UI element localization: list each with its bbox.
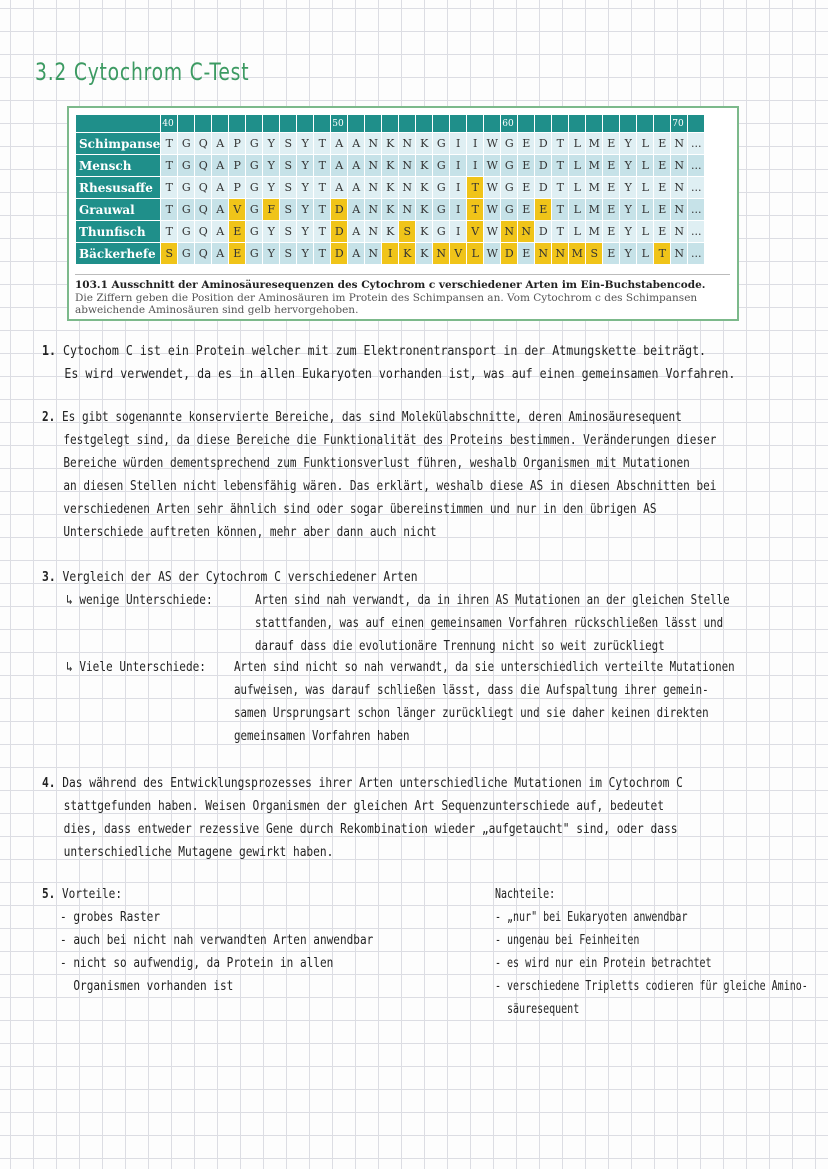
amino-acid-cell: E: [603, 177, 619, 198]
answer-line: Es wird verwendet, da es in allen Eukaryoten vorhanden ist, was auf einen gemeinsamen Vorfahren.: [64, 366, 736, 382]
amino-acid-cell: T: [161, 221, 177, 242]
amino-acid-cell: K: [416, 177, 432, 198]
amino-acid-cell: Y: [297, 177, 313, 198]
answer-number: 2.: [42, 409, 56, 425]
position-header-row: [76, 115, 704, 132]
amino-acid-cell: ...: [688, 221, 704, 242]
amino-acid-cell-highlighted: T: [654, 243, 670, 264]
answer-1: [42, 340, 735, 386]
species-name: Bäckerhefe: [76, 243, 160, 264]
position-cell: [484, 115, 500, 132]
amino-acid-cell-highlighted: D: [331, 221, 347, 242]
amino-acid-cell-highlighted: V: [450, 243, 466, 264]
amino-acid-cell: I: [467, 133, 483, 154]
amino-acid-cell: T: [161, 133, 177, 154]
amino-acid-cell: N: [399, 155, 415, 176]
amino-acid-cell: E: [654, 177, 670, 198]
amino-acid-cell: S: [280, 133, 296, 154]
many-differences-label: ↳ Viele Unterschiede:: [66, 659, 206, 675]
amino-acid-cell: W: [484, 221, 500, 242]
species-name: Rhesusaffe: [76, 177, 160, 198]
amino-acid-cell: K: [416, 133, 432, 154]
pros-item: Organismen vorhanden ist: [60, 978, 234, 994]
amino-acid-cell: G: [433, 221, 449, 242]
amino-acid-cell: A: [331, 133, 347, 154]
amino-acid-cell-highlighted: N: [535, 243, 551, 264]
answer-number: 5.: [42, 886, 56, 902]
amino-acid-cell: T: [314, 177, 330, 198]
amino-acid-cell: G: [178, 221, 194, 242]
amino-acid-cell: D: [535, 133, 551, 154]
amino-acid-cell: S: [280, 221, 296, 242]
position-cell: [433, 115, 449, 132]
position-cell: [246, 115, 262, 132]
amino-acid-cell: K: [416, 199, 432, 220]
amino-acid-cell: L: [637, 155, 653, 176]
amino-acid-cell: L: [637, 221, 653, 242]
position-cell: [688, 115, 704, 132]
amino-acid-cell: I: [450, 199, 466, 220]
amino-acid-cell-highlighted: M: [569, 243, 585, 264]
amino-acid-cell: G: [501, 177, 517, 198]
amino-acid-cell: G: [246, 177, 262, 198]
caption-text: Die Ziffern geben die Position der Aminosäuren im Protein des Schimpansen an. Vom Cytochrom c des Schimpansen abweichende Aminosäuren sind gelb hervorgehoben.: [75, 291, 698, 316]
amino-acid-cell: T: [552, 177, 568, 198]
amino-acid-cell: S: [280, 199, 296, 220]
position-cell: [263, 115, 279, 132]
amino-acid-cell: G: [178, 199, 194, 220]
answer-line: gemeinsamen Vorfahren haben: [234, 728, 410, 744]
amino-acid-cell: K: [416, 243, 432, 264]
answer-line: unterschiedliche Mutagene gewirkt haben.: [63, 844, 334, 860]
amino-acid-cell-highlighted: E: [229, 243, 245, 264]
pros-item: - nicht so aufwendig, da Protein in allen: [60, 955, 334, 971]
amino-acid-cell-highlighted: F: [263, 199, 279, 220]
amino-acid-cell: Y: [263, 133, 279, 154]
answer-5-cons: [495, 883, 808, 1021]
amino-acid-cell: T: [314, 221, 330, 242]
amino-acid-cell: W: [484, 199, 500, 220]
amino-acid-cell: N: [365, 155, 381, 176]
amino-acid-cell: Y: [263, 243, 279, 264]
amino-acid-cell: W: [484, 133, 500, 154]
amino-acid-cell: T: [161, 155, 177, 176]
amino-acid-cell: N: [365, 221, 381, 242]
amino-acid-cell: T: [552, 155, 568, 176]
amino-acid-cell: Y: [263, 155, 279, 176]
amino-acid-cell: W: [484, 155, 500, 176]
position-cell: [450, 115, 466, 132]
amino-acid-cell: A: [348, 133, 364, 154]
cons-item: - ungenau bei Feinheiten: [495, 932, 640, 948]
amino-acid-cell: K: [382, 199, 398, 220]
amino-acid-cell: L: [569, 177, 585, 198]
sequence-table: [75, 114, 705, 265]
amino-acid-cell: M: [586, 155, 602, 176]
amino-acid-cell: A: [212, 199, 228, 220]
amino-acid-cell: L: [637, 243, 653, 264]
amino-acid-cell-highlighted: V: [229, 199, 245, 220]
species-name: Mensch: [76, 155, 160, 176]
amino-acid-cell: I: [467, 155, 483, 176]
answer-3: [42, 566, 418, 589]
sequence-figure: [67, 106, 739, 321]
amino-acid-cell: Y: [263, 177, 279, 198]
amino-acid-cell: Q: [195, 155, 211, 176]
amino-acid-cell: T: [552, 133, 568, 154]
answer-line: Cytochom C ist ein Protein welcher mit zum Elektronentransport in der Atmungskette beiträgt.: [62, 343, 707, 359]
amino-acid-cell: N: [365, 243, 381, 264]
amino-acid-cell: I: [450, 155, 466, 176]
amino-acid-cell: T: [161, 177, 177, 198]
amino-acid-cell: K: [416, 155, 432, 176]
position-cell: [535, 115, 551, 132]
amino-acid-cell: W: [484, 177, 500, 198]
sequence-row: [76, 243, 704, 264]
position-cell: [399, 115, 415, 132]
answer-line: darauf dass die evolutionäre Trennung nicht so weit zurückliegt: [255, 638, 665, 654]
amino-acid-cell: N: [365, 177, 381, 198]
amino-acid-cell: Y: [297, 221, 313, 242]
sequence-row: [76, 199, 704, 220]
amino-acid-cell: Y: [620, 199, 636, 220]
amino-acid-cell: E: [603, 243, 619, 264]
amino-acid-cell: L: [637, 199, 653, 220]
amino-acid-cell: E: [603, 199, 619, 220]
answer-line: Arten sind nicht so nah verwandt, da sie unterschiedlich verteilte Mutationen: [234, 659, 735, 675]
amino-acid-cell-highlighted: V: [467, 221, 483, 242]
position-cell: [212, 115, 228, 132]
answer-heading: Vergleich der AS der Cytochrom C verschiedener Arten: [62, 569, 418, 585]
amino-acid-cell: Q: [195, 221, 211, 242]
amino-acid-cell: A: [348, 199, 364, 220]
answer-line: dies, dass entweder rezessive Gene durch Rekombination wieder „aufgetaucht" sind, oder dass: [63, 821, 678, 837]
amino-acid-cell: A: [348, 155, 364, 176]
position-cell: [178, 115, 194, 132]
answer-line: Unterschiede auftreten können, mehr aber dann auch nicht: [63, 524, 437, 540]
answer-2: [42, 406, 716, 544]
amino-acid-cell: N: [399, 177, 415, 198]
amino-acid-cell: G: [246, 243, 262, 264]
amino-acid-cell: T: [314, 133, 330, 154]
amino-acid-cell: L: [569, 133, 585, 154]
cons-item: säuresequent: [495, 1001, 580, 1017]
amino-acid-cell-highlighted: N: [433, 243, 449, 264]
amino-acid-cell-highlighted: S: [161, 243, 177, 264]
answer-line: Arten sind nah verwandt, da in ihren AS Mutationen an der gleichen Stelle: [255, 592, 730, 608]
amino-acid-cell: T: [552, 221, 568, 242]
position-cell: [382, 115, 398, 132]
amino-acid-cell: E: [654, 133, 670, 154]
amino-acid-cell: E: [518, 243, 534, 264]
position-cell: [365, 115, 381, 132]
amino-acid-cell: T: [552, 199, 568, 220]
answer-5-pros: [42, 883, 373, 998]
position-cell: [348, 115, 364, 132]
sequence-row: [76, 155, 704, 176]
amino-acid-cell: W: [484, 243, 500, 264]
answer-line: aufweisen, was darauf schließen lässt, dass die Aufspaltung ihrer gemein-: [234, 682, 709, 698]
amino-acid-cell: T: [314, 155, 330, 176]
amino-acid-cell: G: [246, 155, 262, 176]
amino-acid-cell: A: [212, 133, 228, 154]
amino-acid-cell: P: [229, 155, 245, 176]
amino-acid-cell: ...: [688, 155, 704, 176]
amino-acid-cell: G: [178, 177, 194, 198]
amino-acid-cell: E: [518, 155, 534, 176]
answer-4: [42, 772, 683, 864]
amino-acid-cell: Y: [620, 243, 636, 264]
amino-acid-cell: Y: [297, 243, 313, 264]
amino-acid-cell: K: [416, 221, 432, 242]
answer-line: verschiedenen Arten sehr ähnlich sind oder sogar übereinstimmen und nur in den übrigen AS: [63, 501, 657, 517]
amino-acid-cell: A: [348, 221, 364, 242]
amino-acid-cell: T: [314, 243, 330, 264]
amino-acid-cell: G: [178, 133, 194, 154]
position-cell: 50: [331, 115, 347, 132]
amino-acid-cell: G: [433, 155, 449, 176]
amino-acid-cell: G: [433, 199, 449, 220]
position-cell: [314, 115, 330, 132]
amino-acid-cell: N: [671, 155, 687, 176]
amino-acid-cell: L: [637, 133, 653, 154]
answer-line: stattfanden, was auf einen gemeinsamen Vorfahren rückschließen lässt und: [255, 615, 724, 631]
answer-line: Bereiche würden dementsprechend zum Funktionsverlust führen, weshalb Organismen mit Mutationen: [63, 455, 690, 471]
amino-acid-cell-highlighted: N: [518, 221, 534, 242]
answer-line: Es gibt sogenannte konservierte Bereiche, das sind Molekülabschnitte, deren Aminosäuresequent: [62, 409, 682, 425]
amino-acid-cell: K: [382, 221, 398, 242]
amino-acid-cell: N: [399, 133, 415, 154]
amino-acid-cell: Y: [620, 155, 636, 176]
answer-number: 4.: [42, 775, 56, 791]
amino-acid-cell: S: [280, 177, 296, 198]
amino-acid-cell-highlighted: N: [501, 221, 517, 242]
position-cell: [654, 115, 670, 132]
amino-acid-cell-highlighted: L: [467, 243, 483, 264]
position-cell: 70: [671, 115, 687, 132]
amino-acid-cell: L: [569, 221, 585, 242]
amino-acid-cell: G: [501, 155, 517, 176]
position-cell: [195, 115, 211, 132]
amino-acid-cell-highlighted: S: [586, 243, 602, 264]
amino-acid-cell: N: [671, 177, 687, 198]
amino-acid-cell: E: [654, 199, 670, 220]
caption-title: 103.1 Ausschnitt der Aminosäuresequenzen des Cytochrom c verschiedener Arten im Ein-Buchstabencode.: [75, 279, 706, 291]
amino-acid-cell: S: [280, 243, 296, 264]
amino-acid-cell: K: [382, 177, 398, 198]
amino-acid-cell-highlighted: D: [331, 199, 347, 220]
amino-acid-cell: E: [654, 155, 670, 176]
amino-acid-cell: D: [535, 177, 551, 198]
amino-acid-cell: N: [399, 199, 415, 220]
amino-acid-cell: T: [161, 199, 177, 220]
position-cell: 60: [501, 115, 517, 132]
amino-acid-cell: A: [212, 177, 228, 198]
amino-acid-cell: E: [518, 133, 534, 154]
cons-item: - verschiedene Tripletts codieren für gleiche Amino-: [495, 978, 808, 994]
amino-acid-cell: E: [518, 177, 534, 198]
amino-acid-cell: M: [586, 133, 602, 154]
amino-acid-cell: M: [586, 177, 602, 198]
amino-acid-cell: G: [433, 133, 449, 154]
amino-acid-cell: Y: [297, 133, 313, 154]
amino-acid-cell: ...: [688, 133, 704, 154]
amino-acid-cell: G: [178, 243, 194, 264]
position-cell: [229, 115, 245, 132]
few-differences-text: [255, 589, 730, 658]
answer-line: festgelegt sind, da diese Bereiche die Funktionalität des Proteins bestimmen. Veränderungen dieser: [63, 432, 717, 448]
position-cell: [518, 115, 534, 132]
amino-acid-cell: D: [535, 155, 551, 176]
amino-acid-cell: A: [348, 177, 364, 198]
amino-acid-cell: Y: [297, 199, 313, 220]
answer-line: stattgefunden haben. Weisen Organismen der gleichen Art Sequenzunterschiede auf, bedeutet: [63, 798, 664, 814]
amino-acid-cell: A: [212, 221, 228, 242]
cons-item: - „nur" bei Eukaryoten anwendbar: [495, 909, 688, 925]
amino-acid-cell: E: [603, 155, 619, 176]
amino-acid-cell: L: [569, 199, 585, 220]
species-name: Schimpanse: [76, 133, 160, 154]
answer-number: 3.: [42, 569, 56, 585]
amino-acid-cell: G: [433, 177, 449, 198]
amino-acid-cell: M: [586, 199, 602, 220]
amino-acid-cell: N: [365, 199, 381, 220]
cons-item: - es wird nur ein Protein betrachtet: [495, 955, 712, 971]
amino-acid-cell: E: [654, 221, 670, 242]
species-name: Grauwal: [76, 199, 160, 220]
answer-line: samen Ursprungsart schon länger zurückliegt und sie daher keinen direkten: [234, 705, 709, 721]
figure-caption: [75, 274, 730, 317]
amino-acid-cell: E: [603, 133, 619, 154]
pros-item: - auch bei nicht nah verwandten Arten anwendbar: [60, 932, 374, 948]
amino-acid-cell: Y: [620, 177, 636, 198]
amino-acid-cell: N: [365, 133, 381, 154]
amino-acid-cell: A: [331, 155, 347, 176]
amino-acid-cell-highlighted: E: [229, 221, 245, 242]
amino-acid-cell-highlighted: N: [552, 243, 568, 264]
position-cell: [569, 115, 585, 132]
amino-acid-cell: T: [314, 199, 330, 220]
amino-acid-cell: Q: [195, 243, 211, 264]
amino-acid-cell: ...: [688, 243, 704, 264]
sequence-row: [76, 133, 704, 154]
amino-acid-cell: Y: [620, 221, 636, 242]
amino-acid-cell: L: [569, 155, 585, 176]
position-cell: [467, 115, 483, 132]
amino-acid-cell: A: [348, 243, 364, 264]
amino-acid-cell: Y: [263, 221, 279, 242]
amino-acid-cell-highlighted: D: [501, 243, 517, 264]
amino-acid-cell: A: [212, 155, 228, 176]
amino-acid-cell: E: [518, 199, 534, 220]
amino-acid-cell: I: [450, 221, 466, 242]
amino-acid-cell: N: [671, 221, 687, 242]
sequence-row: [76, 221, 704, 242]
amino-acid-cell: N: [671, 243, 687, 264]
amino-acid-cell-highlighted: T: [467, 177, 483, 198]
amino-acid-cell: N: [671, 133, 687, 154]
amino-acid-cell: A: [331, 177, 347, 198]
amino-acid-cell: G: [501, 133, 517, 154]
position-cell: [620, 115, 636, 132]
amino-acid-cell: L: [637, 177, 653, 198]
amino-acid-cell-highlighted: K: [399, 243, 415, 264]
amino-acid-cell-highlighted: D: [331, 243, 347, 264]
amino-acid-cell: E: [603, 221, 619, 242]
amino-acid-cell: K: [382, 155, 398, 176]
amino-acid-cell: Y: [620, 133, 636, 154]
amino-acid-cell: A: [212, 243, 228, 264]
amino-acid-cell-highlighted: E: [535, 199, 551, 220]
amino-acid-cell: Y: [297, 155, 313, 176]
amino-acid-cell: ...: [688, 177, 704, 198]
amino-acid-cell: Q: [195, 177, 211, 198]
amino-acid-cell: G: [501, 199, 517, 220]
position-cell: [586, 115, 602, 132]
pros-item: - grobes Raster: [60, 909, 161, 925]
pros-label: Vorteile:: [62, 886, 123, 902]
amino-acid-cell: Q: [195, 133, 211, 154]
amino-acid-cell: N: [671, 199, 687, 220]
amino-acid-cell: I: [450, 133, 466, 154]
amino-acid-cell-highlighted: T: [467, 199, 483, 220]
amino-acid-cell-highlighted: I: [382, 243, 398, 264]
many-differences-text: [234, 656, 735, 748]
position-cell: [552, 115, 568, 132]
amino-acid-cell: S: [280, 155, 296, 176]
position-cell: [280, 115, 296, 132]
position-cell: 40: [161, 115, 177, 132]
amino-acid-cell: K: [382, 133, 398, 154]
amino-acid-cell: D: [535, 221, 551, 242]
position-cell: [603, 115, 619, 132]
amino-acid-cell: I: [450, 177, 466, 198]
sequence-row: [76, 177, 704, 198]
amino-acid-cell: G: [246, 199, 262, 220]
amino-acid-cell: P: [229, 177, 245, 198]
amino-acid-cell: G: [246, 133, 262, 154]
amino-acid-cell: ...: [688, 199, 704, 220]
answer-line: an diesen Stellen nicht lebensfähig wären. Das erklärt, weshalb diese AS in diesen Abschnitten bei: [63, 478, 717, 494]
answer-line: Das während des Entwicklungsprozesses ihrer Arten unterschiedliche Mutationen im Cytochrom C: [62, 775, 683, 791]
amino-acid-cell: M: [586, 221, 602, 242]
amino-acid-cell-highlighted: S: [399, 221, 415, 242]
amino-acid-cell: G: [178, 155, 194, 176]
amino-acid-cell: Q: [195, 199, 211, 220]
cons-label: Nachteile:: [495, 886, 556, 902]
species-name: Thunfisch: [76, 221, 160, 242]
position-cell: [637, 115, 653, 132]
amino-acid-cell: G: [246, 221, 262, 242]
answer-number: 1.: [42, 343, 56, 359]
page-title: 3.2 Cytochrom C-Test: [35, 58, 250, 86]
position-cell: [297, 115, 313, 132]
header-corner: [76, 115, 160, 132]
amino-acid-cell: P: [229, 133, 245, 154]
position-cell: [416, 115, 432, 132]
few-differences-label: ↳ wenige Unterschiede:: [66, 592, 213, 608]
